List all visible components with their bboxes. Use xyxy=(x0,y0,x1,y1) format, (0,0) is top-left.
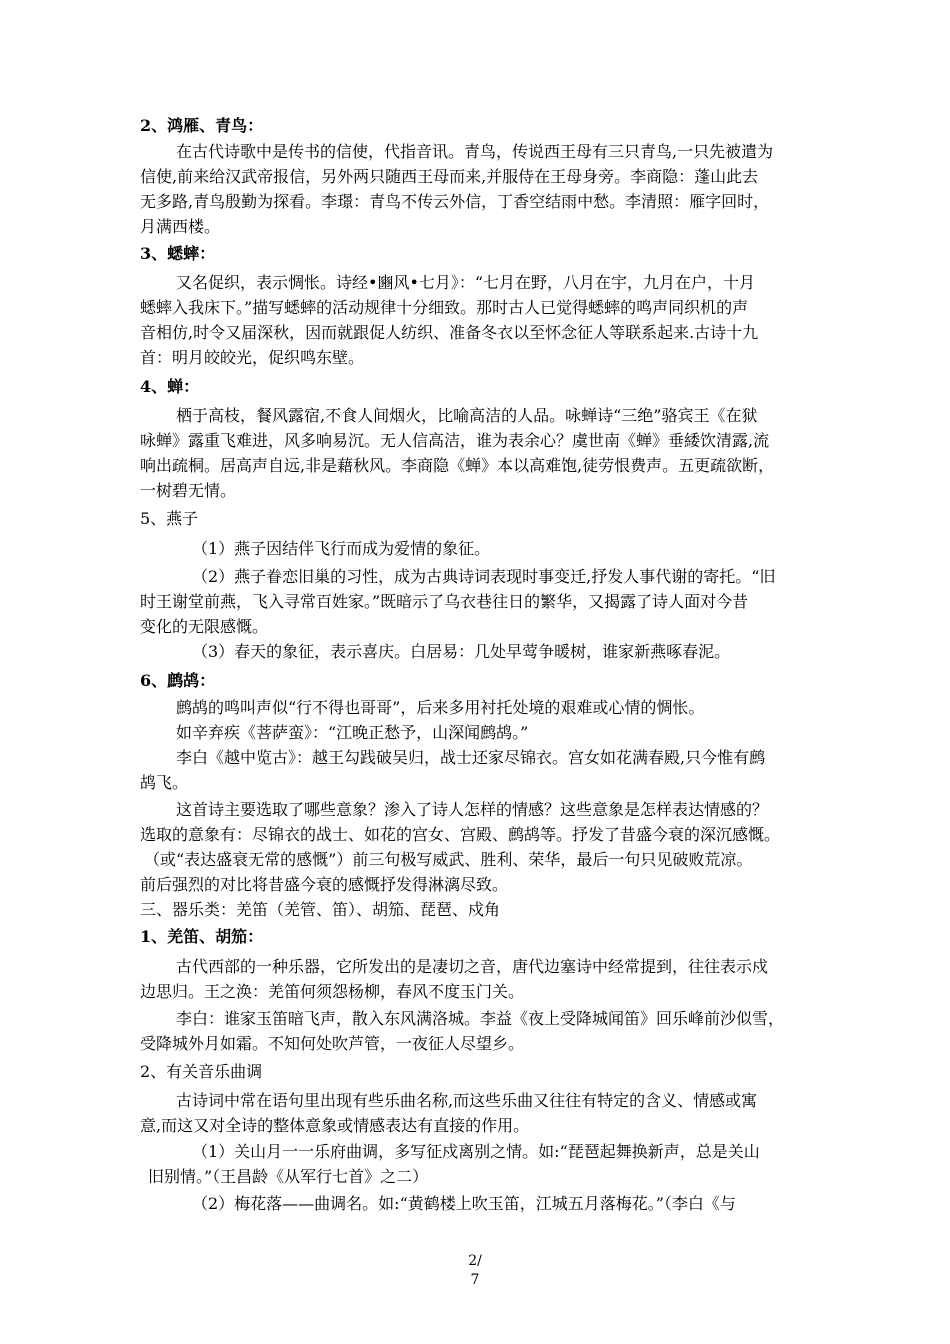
text-line: 首：明月皎皎光，促织鸣东壁。 xyxy=(140,348,365,367)
text-line: 鹧鸪的鸣叫声似“行不得也哥哥”，后来多用衬托处境的艰难或心情的惆怅。 xyxy=(176,698,705,717)
text-line: （2）梅花落——曲调名。如:“黄鹤楼上吹玉笛，江城五月落梅花。”（李白《与 xyxy=(192,1194,736,1213)
text-line: 旧别情。”（王昌龄《从军行七首》之二） xyxy=(148,1167,429,1186)
text-line: 李白：谁家玉笛暗飞声，散入东风满洛城。李益《夜上受降城闻笛》回乐峰前沙似雪， xyxy=(176,1009,785,1028)
page-total: 7 xyxy=(470,1272,480,1288)
section-3-instruments: 三、器乐类：羌笛（羌管、笛）、胡笳、琵琶、戍角 xyxy=(140,900,501,919)
text-line: （1）燕子因结伴飞行而成为爱情的象征。 xyxy=(192,539,491,558)
page-number: 2/ xyxy=(468,1253,482,1269)
text-line: （3）春天的象征，表示喜庆。白居易：几处早莺争暖树，谁家新燕啄春泥。 xyxy=(192,642,731,661)
text-line: 响出疏桐。居高声自远,非是藉秋风。李商隐《蝉》本以高难饱,徒劳恨费声。五更疏欲断， xyxy=(140,456,775,475)
text-line: 古诗词中常在语句里出现有些乐曲名称,而这些乐曲又往往有特定的含义、情感或寓 xyxy=(176,1091,758,1110)
text-line: 无多路,青鸟殷勤为探看。李璟：青鸟不传云外信，丁香空结雨中愁。李清照：雁字回时， xyxy=(140,192,770,211)
text-line: （2）燕子眷恋旧巢的习性，成为古典诗词表现时事变迁,抒发人事代谢的寄托。“旧 xyxy=(192,567,776,586)
heading-2-wild-goose: 2、鸿雁、青鸟： xyxy=(140,116,264,135)
text-line: （或“表达盛衰无常的感慨”）前三句极写威武、胜利、荣华，最后一句只见破败荒凉。 xyxy=(144,850,753,869)
text-line: 选取的意象有：尽锦衣的战士、如花的宫女、宫殿、鹧鸪等。抒发了昔盛今衰的深沉感慨。 xyxy=(140,825,781,844)
text-line: 咏蝉》露重飞难进，风多响易沉。无人信高洁，谁为表余心？虞世南《蝉》垂緌饮清露,流 xyxy=(140,431,770,450)
text-line: 一树碧无情。 xyxy=(140,481,237,500)
text-line: 古代西部的一种乐器，它所发出的是凄切之音，唐代边塞诗中经常提到，往往表示戍 xyxy=(176,957,769,976)
text-line: 变化的无限感慨。 xyxy=(140,617,269,636)
text-line: 栖于高枝，餐风露宿,不食人间烟火，比喻高洁的人品。咏蝉诗“三绝”骆宾王《在狱 xyxy=(176,406,758,425)
heading-3-cricket: 3、蟋蟀： xyxy=(140,244,216,263)
text-line: 李白《越中览古》：越王勾践破吴归，战士还家尽锦衣。宫女如花满春殿,只今惟有鹧 xyxy=(176,748,766,767)
text-line: （1）关山月一一乐府曲调，多写征戍离别之情。如:“琵琶起舞换新声，总是关山 xyxy=(192,1142,760,1161)
text-line: 在古代诗歌中是传书的信使，代指音讯。青鸟，传说西王母有三只青鸟,一只先被遣为 xyxy=(176,142,774,161)
heading-1-qiang-flute: 1、羌笛、胡笳： xyxy=(140,927,264,946)
text-line: 意,而这又对全诗的整体意象或情感表达有直接的作用。 xyxy=(140,1116,530,1135)
text-line: 前后强烈的对比将昔盛今衰的感慨抒发得淋漓尽致。 xyxy=(140,875,509,894)
text-line: 如辛弃疾《菩萨蛮》：“江晚正愁予，山深闻鹧鸪。” xyxy=(176,723,529,742)
text-line: 鸪飞。 xyxy=(140,773,189,792)
heading-6-partridge: 6、鹧鸪： xyxy=(140,671,216,690)
text-line: 受降城外月如霜。不知何处吹芦管，一夜征人尽望乡。 xyxy=(140,1034,525,1053)
text-line: 月满西楼。 xyxy=(140,217,221,236)
heading-2-music-tunes: 2、有关音乐曲调 xyxy=(140,1062,263,1081)
text-line: 信使,前来给汉武帝报信，另外两只随西王母而来,并服侍在王母身旁。李商隐：蓬山此去 xyxy=(140,167,759,186)
heading-4-cicada: 4、蝉： xyxy=(140,377,200,396)
text-line: 这首诗主要选取了哪些意象？渗入了诗人怎样的情感？这些意象是怎样表达情感的？ xyxy=(176,800,769,819)
text-line: 音相仿,时令又届深秋，因而就跟促人纺织、准备冬衣以至怀念征人等联系起来.古诗十九 xyxy=(140,323,759,342)
text-line: 蟋蟀入我床下。”描写蟋蟀的活动规律十分细致。那时古人已觉得蟋蟀的鸣声同织机的声 xyxy=(140,298,749,317)
text-line: 又名促织，表示惆怅。诗经•豳风•七月》：“七月在野，八月在宇，九月在户，十月 xyxy=(176,273,756,292)
text-line: 时王谢堂前燕，飞入寻常百姓家。”既暗示了乌衣巷往日的繁华，又揭露了诗人面对今昔 xyxy=(140,592,749,611)
text-line: 边思归。王之涣：羌笛何须怨杨柳，春风不度玉门关。 xyxy=(140,982,525,1001)
heading-5-swallow: 5、燕子 xyxy=(140,509,199,528)
